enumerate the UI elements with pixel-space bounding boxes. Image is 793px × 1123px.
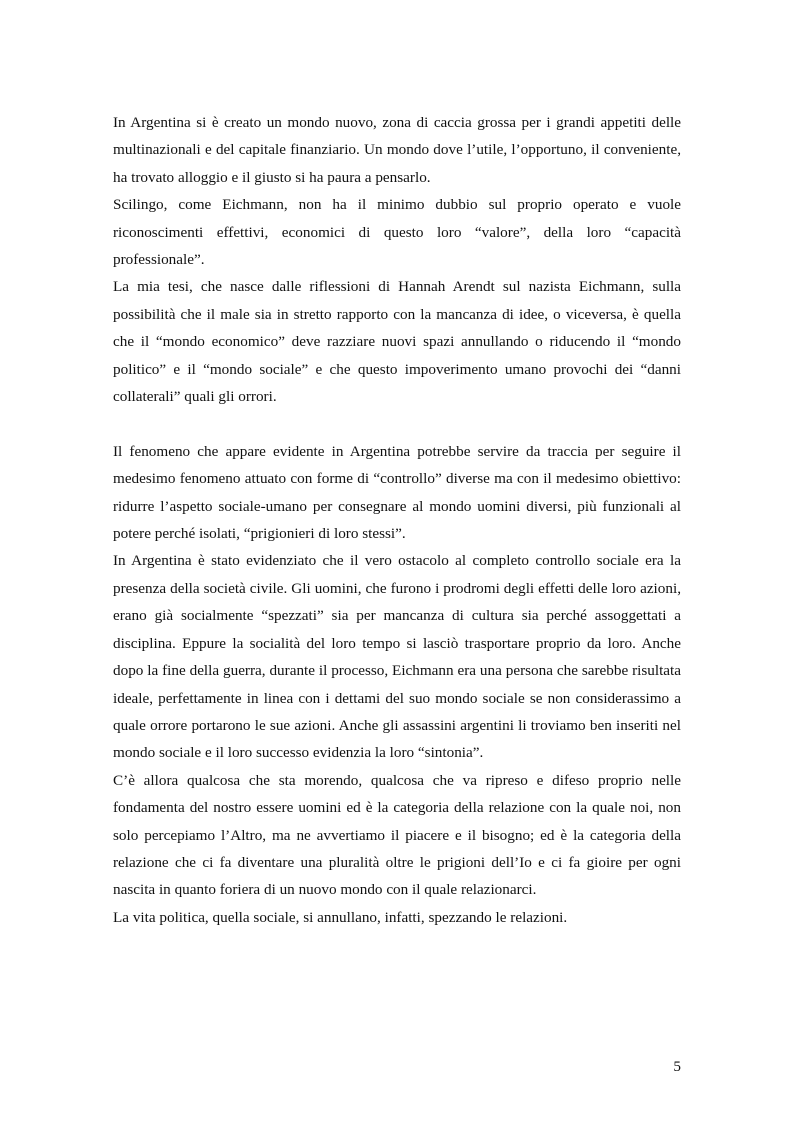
- paragraph-4: Il fenomeno che appare evidente in Argentina potrebbe servire da traccia per seguire il medesimo fenomeno attuato con forme di “controllo” diverse ma con il medesimo obiettivo: ridurre l’aspetto sociale-umano per consegnare al mondo uomini diversi, più funzionali al potere perché isolati, “prigionieri di loro stessi”.: [113, 442, 681, 543]
- paragraph-3: La mia tesi, che nasce dalle riflessioni di Hannah Arendt sul nazista Eichmann, sulla possibilità che il male sia in stretto rapporto con la mancanza di idee, o viceversa, è quella che il “mondo economico” deve razziare nuovi spazi annullando o riducendo il “mondo politico” e il “mondo sociale” e che questo impoverimento umano provochi dei “danni collaterali” quali gli orrori.: [113, 278, 681, 406]
- paragraph-7: La vita politica, quella sociale, si annullano, infatti, spezzando le relazioni.: [113, 908, 568, 926]
- page-number: 5: [673, 1058, 681, 1075]
- paragraph-1: In Argentina si è creato un mondo nuovo, zona di caccia grossa per i grandi appetiti delle multinazionali e del capitale finanziario. Un mondo dove l’utile, l’opportuno, il conveniente, ha trovato alloggio e il giusto si ha paura a pensarlo.: [113, 114, 681, 186]
- paragraph-spacer: [113, 410, 681, 437]
- paragraph-2: Scilingo, come Eichmann, non ha il minimo dubbio sul proprio operato e vuole riconoscimenti effettivi, economici di questo loro “valore”, della loro “capacità professionale”.: [113, 196, 681, 269]
- body-text: [113, 109, 681, 931]
- paragraph-6: C’è allora qualcosa che sta morendo, qualcosa che va ripreso e difeso proprio nelle fondamenta del nostro essere uomini ed è la categoria della relazione con la quale noi, non solo percepiamo l’Altro, ma ne avvertiamo il piacere e il bisogno; ed è la categoria della relazione che ci fa diventare una pluralità oltre le prigioni dell’Io e ci fa gioire per ogni nascita in quanto foriera di un nuovo mondo con il quale relazionarci.: [113, 771, 681, 899]
- paragraph-5: In Argentina è stato evidenziato che il vero ostacolo al completo controllo sociale era la presenza della società civile. Gli uomini, che furono i prodromi degli effetti delle loro azioni, erano già socialmente “spezzati” sia per mancanza di cultura sia perché assoggettati a disciplina. Eppure la socialità del loro tempo si lasciò trasportare proprio da loro. Anche dopo la fine della guerra, durante il processo, Eichmann era una persona che sarebbe risultata ideale, perfettamente in linea con i dettami del suo mondo sociale se non considerassimo a quale orrore portarono le sue azioni. Anche gli assassini argentini li troviamo ben inseriti nel mondo sociale e il loro successo evidenzia la loro “sintonia”.: [113, 552, 681, 762]
